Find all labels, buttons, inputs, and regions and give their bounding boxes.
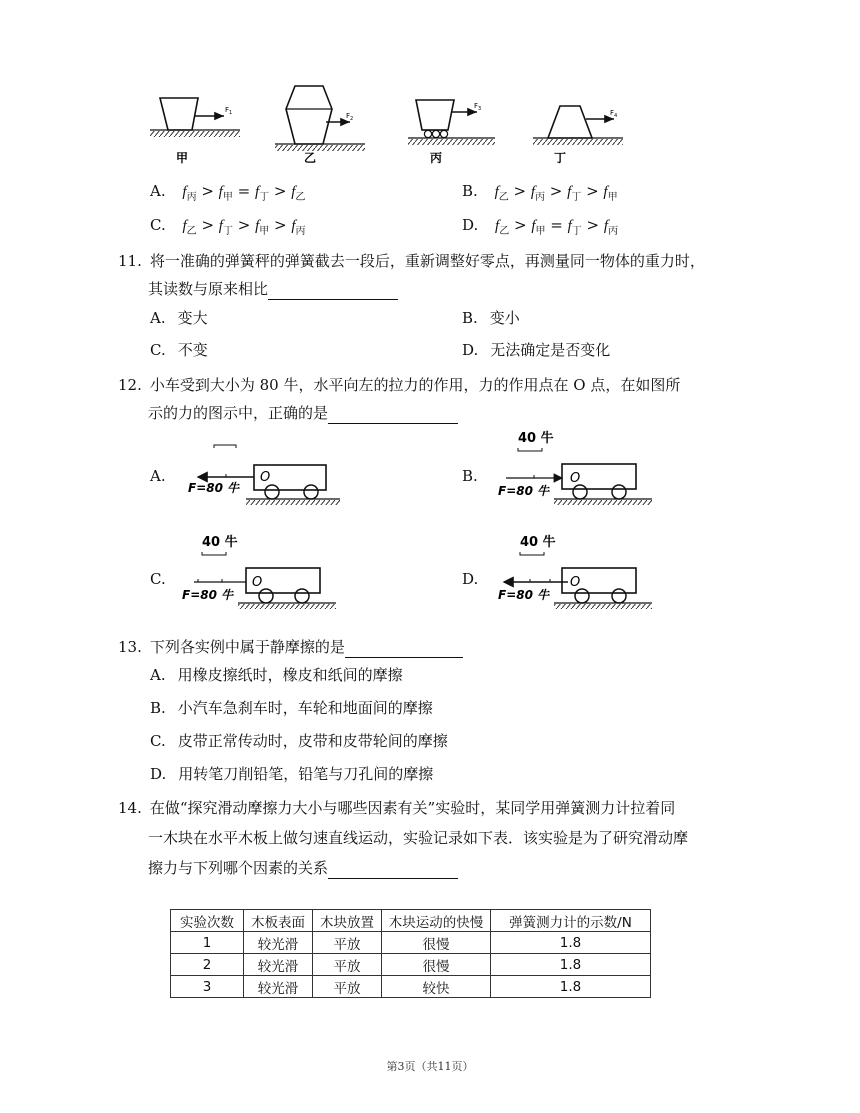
q12-figure-c [176,530,346,614]
force-f4: $F_4$ [610,109,618,119]
point-o: O [570,471,581,486]
q13-answer-blank[interactable] [345,639,463,658]
label-yi: 乙 [304,151,317,165]
force-f3: $F_3$ [474,102,482,112]
q14-answer-blank[interactable] [328,860,458,879]
q12-option-a-letter[interactable]: A. [150,467,166,485]
q10-option-a-expr: $f_丙 > f_甲 = f_丁 > f_乙$ [182,182,306,203]
table-cell: 平放 [313,932,382,954]
table-cell: 较快 [382,976,491,998]
q12-figure-d [492,530,662,614]
table-cell: 1.8 [491,954,651,976]
q12-stem-line2: 示的力的图示中，正确的是 [148,402,458,424]
page-footer: 第3页（共11页） [386,1060,474,1073]
table-cell: 很慢 [382,954,491,976]
q14-stem-line1: 14. 在做“探究滑动摩擦力大小与哪些因素有关”实验时，某同学用弹簧测力计拉着同 [118,799,676,817]
q10-option-d-expr: $f_乙 > f_甲 = f_丁 > f_丙$ [495,216,619,237]
q11-option-a[interactable]: A. 变大 [150,309,208,327]
table-cell: 平放 [313,976,382,998]
scale-label: 40 牛 [518,431,554,446]
q13-option-c[interactable]: C. 皮带正常传动时，皮带和皮带轮间的摩擦 [150,732,448,750]
q10-option-c-expr: $f_乙 > f_丁 > f_甲 > f_丙$ [182,216,306,237]
q10-option-a[interactable]: A. $f_丙 > f_甲 = f_丁 > f_乙$ [150,182,306,203]
label-jia: 甲 [176,151,189,165]
point-o: O [252,575,263,590]
q13-stem: 13. 下列各实例中属于静摩擦的是 [118,636,463,658]
table-cell: 1.8 [491,976,651,998]
q13-option-a[interactable]: A. 用橡皮擦纸时，橡皮和纸间的摩擦 [150,666,403,684]
force-f1: $F_1$ [225,106,233,116]
q11-option-c[interactable]: C. 不变 [150,341,208,359]
table-cell: 较光滑 [244,954,313,976]
scale-label: 40 牛 [520,535,556,550]
force-label: F=80 牛 [188,481,240,495]
figure-yi [275,86,365,165]
table-cell: 2 [171,954,244,976]
table-row [171,976,651,998]
q11-stem-line1: 11. 将一准确的弹簧秤的弹簧截去一段后，重新调整好零点，再测量同一物体的重力时， [118,252,705,270]
col-header: 实验次数 [171,910,244,932]
q10-option-c[interactable]: C. $f_乙 > f_丁 > f_甲 > f_丙$ [150,216,306,237]
q14-stem-line2: 一木块在水平木板上做匀速直线运动，实验记录如下表．该实验是为了研究滑动摩 [148,829,689,847]
q12-figure-a [180,440,350,510]
q12-stem-line1: 12. 小车受到大小为 80 牛，水平向左的拉力的作用，力的作用点在 O 点，在如图所 [118,376,681,394]
q13-option-b[interactable]: B. 小汽车急刹车时，车轮和地面间的摩擦 [150,699,433,717]
q10-option-d[interactable]: D. $f_乙 > f_甲 = f_丁 > f_丙$ [462,216,619,237]
force-label: F=80 牛 [182,588,234,602]
table-cell: 较光滑 [244,932,313,954]
table-cell: 很慢 [382,932,491,954]
table-cell: 较光滑 [244,976,313,998]
force-f2: $F_2$ [346,112,354,122]
figure-ding [533,106,623,165]
table-row [171,954,651,976]
q11-option-d[interactable]: D. 无法确定是否变化 [462,341,611,359]
figure-bing [408,100,495,165]
q12-figure-b [492,428,662,512]
point-o: O [260,470,271,485]
q11-answer-blank[interactable] [268,281,398,300]
table-cell: 1 [171,932,244,954]
q10-option-b-expr: $f_乙 > f_丙 > f_丁 > f_甲$ [494,182,618,203]
col-header: 木板表面 [244,910,313,932]
q11-option-b[interactable]: B. 变小 [462,309,520,327]
table-cell: 平放 [313,954,382,976]
q14-record-table [170,909,651,998]
q12-answer-blank[interactable] [328,405,458,424]
q11-stem-line2: 其读数与原来相比 [148,278,398,300]
label-bing: 丙 [430,151,443,165]
q10-figure [140,76,660,176]
q14-stem-line3: 擦力与下列哪个因素的关系 [148,857,458,879]
q12-option-c-letter[interactable]: C. [150,570,166,588]
scale-label: 40 牛 [202,535,238,550]
table-row [171,932,651,954]
col-header: 木块运动的快慢 [382,910,491,932]
table-cell: 1.8 [491,932,651,954]
label-ding: 丁 [554,151,567,165]
figure-jia [150,98,240,165]
q13-option-d[interactable]: D. 用转笔刀削铅笔，铅笔与刀孔间的摩擦 [150,765,434,783]
force-label: F=80 牛 [498,484,550,498]
table-header-row [171,910,651,932]
q12-option-d-letter[interactable]: D. [462,570,479,588]
col-header: 木块放置 [313,910,382,932]
q12-option-b-letter[interactable]: B. [462,467,478,485]
point-o: O [570,575,581,590]
force-label: F=80 牛 [498,588,550,602]
table-cell: 3 [171,976,244,998]
q10-option-b[interactable]: B. $f_乙 > f_丙 > f_丁 > f_甲$ [462,182,618,203]
col-header: 弹簧测力计的示数/N [491,910,651,932]
